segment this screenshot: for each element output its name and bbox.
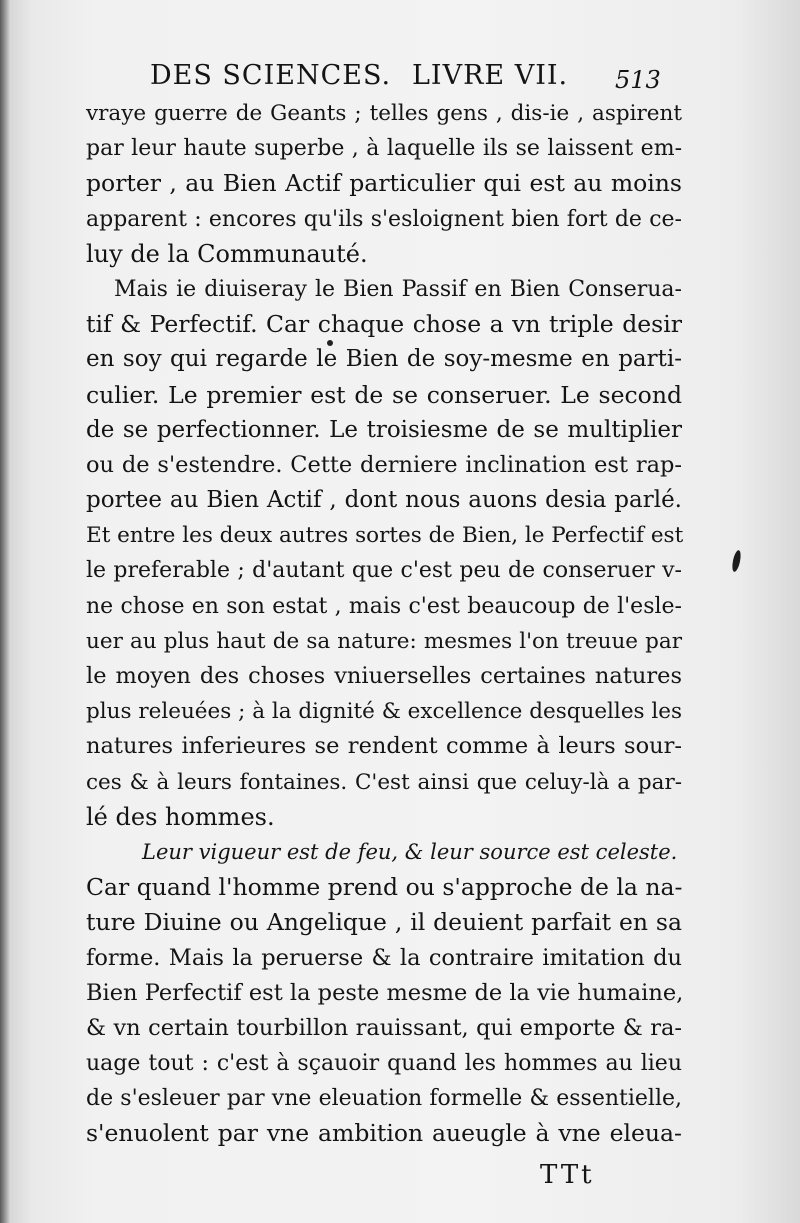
text-line: Car quand l'homme prend ou s'approche de la na- — [86, 873, 683, 902]
text-line: portee au Bien Actif , dont nous auons desia parlé. — [86, 487, 682, 514]
text-line: lé des hommes. — [86, 802, 275, 831]
text-line: ces & à leurs fontaines. C'est ainsi que celuy-là a par- — [86, 769, 682, 795]
text-line: ou de s'estendre. Cette derniere inclination est rap- — [86, 451, 682, 478]
text-line: le preferable ; d'autant que c'est peu de conseruer v- — [86, 558, 682, 584]
text-line: tif & Perfectif. Car chaque chose a vn triple desir — [86, 310, 682, 339]
text-line: le moyen des choses vniuerselles certaines natures — [86, 663, 682, 689]
page-number: 513 — [615, 66, 661, 94]
text-line: de s'esleuer par vne eleuation formelle & essentielle, — [86, 1086, 682, 1112]
text-line: natures inferieures se rendent comme à leurs sour- — [86, 733, 682, 760]
verse-quotation: Leur vigueur est de feu, & leur source est celeste. — [142, 839, 678, 864]
text-line: Et entre les deux autres sortes de Bien, le Perfectif est — [86, 523, 684, 549]
text-line: & vn certain tourbillon rauissant, qui emporte & ra- — [86, 1014, 682, 1041]
text-line: plus releuées ; à la dignité & excellence desquelles les — [86, 699, 683, 725]
ink-dot — [327, 340, 333, 346]
text-line: de se perfectionner. Le troisiesme de se multiplier — [86, 416, 682, 443]
text-line: culier. Le premier est de se conseruer. Le second — [86, 380, 682, 409]
text-line: forme. Mais la peruerse & la contraire imitation du — [86, 944, 682, 971]
text-line: luy de la Communauté. — [86, 239, 368, 268]
text-line: vraye guerre de Geants ; telles gens , dis-ie , aspirent — [86, 101, 682, 126]
running-head — [150, 60, 650, 96]
text-line: uer au plus haut de sa nature: mesmes l'on treuue par — [86, 628, 682, 654]
binding-shadow — [0, 0, 10, 1223]
signature-mark: TTt — [540, 1160, 595, 1190]
text-line: apparent : encores qu'ils s'esloignent bien fort de ce- — [86, 206, 682, 232]
text-line: en soy qui regarde le Bien de soy-mesme en parti- — [86, 346, 682, 373]
body-text — [86, 96, 682, 1152]
text-line: ne chose en son estat , mais c'est beaucoup de l'esle- — [86, 593, 682, 619]
text-line: Bien Perfectif est la peste mesme de la vie humaine, — [86, 979, 684, 1006]
text-line: par leur haute superbe , à laquelle ils se laissent em- — [86, 136, 682, 162]
text-line: s'enuolent par vne ambition aueugle à vne eleua- — [86, 1119, 682, 1148]
text-line: uage tout : c'est à sçauoir quand les hommes au lieu — [86, 1051, 682, 1077]
ink-blot — [731, 550, 742, 573]
text-line: ture Diuine ou Angelique , il deuient parfait en sa — [86, 908, 682, 937]
running-head-left: DES SCIENCES. — [150, 60, 392, 91]
running-head-right: LIVRE VII. — [412, 60, 569, 91]
text-line: Mais ie diuiseray le Bien Passif en Bien Conserua- — [114, 276, 682, 302]
text-line: porter , au Bien Actif particulier qui est au moins — [86, 169, 682, 198]
